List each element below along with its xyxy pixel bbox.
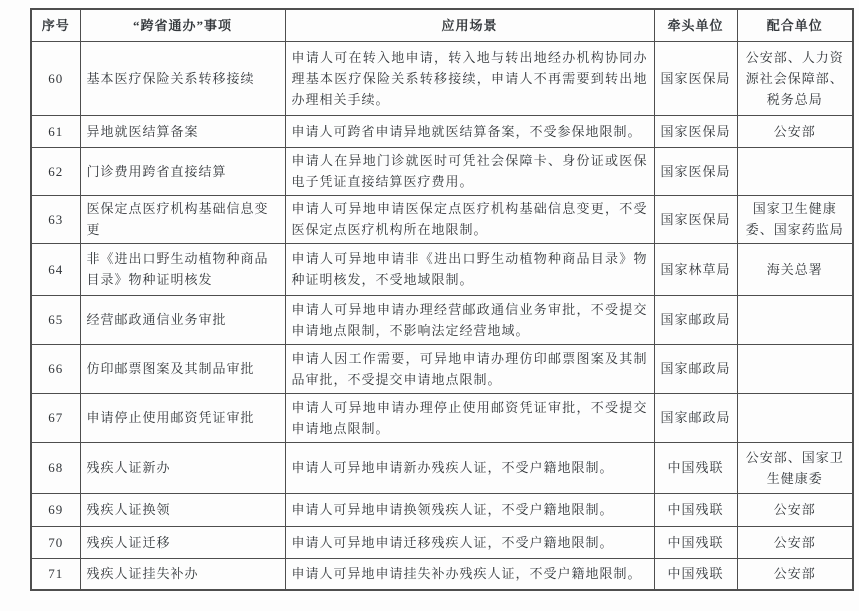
cell-support-unit: 公安部、人力资源社会保障部、税务总局 [737, 41, 853, 115]
table-row [31, 493, 853, 526]
col-header-lead-unit: 牵头单位 [654, 9, 737, 41]
cell-serial-number: 65 [31, 295, 80, 344]
table-row [31, 526, 853, 558]
cell-application-scenario: 申请人因工作需要，可异地申请办理仿印邮票图案及其制品审批，不受提交申请地点限制。 [285, 344, 654, 393]
cell-serial-number: 60 [31, 41, 80, 115]
table-row [31, 344, 853, 393]
cell-support-unit [737, 295, 853, 344]
cell-lead-unit: 中国残联 [654, 493, 737, 526]
cell-service-item: 异地就医结算备案 [80, 115, 285, 147]
cell-application-scenario: 申请人可在转入地申请，转入地与转出地经办机构协同办理基本医疗保险关系转移接续，申请人不再需要到转出地办理相关手续。 [285, 41, 654, 115]
col-header-application-scenario: 应用场景 [285, 9, 654, 41]
cell-support-unit: 海关总署 [737, 243, 853, 295]
cell-service-item: 仿印邮票图案及其制品审批 [80, 344, 285, 393]
cell-service-item: 非《进出口野生动植物种商品目录》物种证明核发 [80, 243, 285, 295]
table-row [31, 41, 853, 115]
table-row [31, 115, 853, 147]
cell-application-scenario: 申请人可异地申请换领残疾人证，不受户籍地限制。 [285, 493, 654, 526]
col-header-serial: 序号 [31, 9, 80, 41]
cell-serial-number: 70 [31, 526, 80, 558]
cell-service-item: 残疾人证挂失补办 [80, 558, 285, 590]
table-row [31, 393, 853, 442]
cell-serial-number: 69 [31, 493, 80, 526]
cell-application-scenario: 申请人可跨省申请异地就医结算备案，不受参保地限制。 [285, 115, 654, 147]
header-row [31, 9, 853, 41]
cell-serial-number: 62 [31, 147, 80, 195]
cell-serial-number: 64 [31, 243, 80, 295]
table-row [31, 243, 853, 295]
cell-lead-unit: 国家医保局 [654, 195, 737, 243]
cell-lead-unit: 国家医保局 [654, 115, 737, 147]
cell-service-item: 申请停止使用邮资凭证审批 [80, 393, 285, 442]
cell-support-unit: 国家卫生健康委、国家药监局 [737, 195, 853, 243]
cell-serial-number: 68 [31, 442, 80, 493]
cell-support-unit: 公安部 [737, 115, 853, 147]
cell-support-unit: 公安部 [737, 526, 853, 558]
table-row [31, 442, 853, 493]
cell-application-scenario: 申请人可异地申请挂失补办残疾人证，不受户籍地限制。 [285, 558, 654, 590]
cell-support-unit: 公安部 [737, 493, 853, 526]
cell-support-unit: 公安部 [737, 558, 853, 590]
cell-application-scenario: 申请人可异地申请非《进出口野生动植物种商品目录》物种证明核发，不受地域限制。 [285, 243, 654, 295]
cell-serial-number: 67 [31, 393, 80, 442]
cell-application-scenario: 申请人可异地申请办理停止使用邮资凭证审批，不受提交申请地点限制。 [285, 393, 654, 442]
cell-application-scenario: 申请人可异地申请新办残疾人证，不受户籍地限制。 [285, 442, 654, 493]
document-page [0, 8, 859, 611]
cell-lead-unit: 国家邮政局 [654, 295, 737, 344]
table-row [31, 195, 853, 243]
cell-service-item: 基本医疗保险关系转移接续 [80, 41, 285, 115]
cell-application-scenario: 申请人可异地申请医保定点医疗机构基础信息变更，不受医保定点医疗机构所在地限制。 [285, 195, 654, 243]
cell-lead-unit: 国家邮政局 [654, 393, 737, 442]
cell-service-item: 残疾人证新办 [80, 442, 285, 493]
col-header-service-item: “跨省通办”事项 [80, 9, 285, 41]
cell-service-item: 医保定点医疗机构基础信息变更 [80, 195, 285, 243]
cell-lead-unit: 中国残联 [654, 558, 737, 590]
cell-serial-number: 63 [31, 195, 80, 243]
cell-support-unit [737, 344, 853, 393]
cell-support-unit [737, 393, 853, 442]
table-row [31, 147, 853, 195]
cell-support-unit: 公安部、国家卫生健康委 [737, 442, 853, 493]
cell-serial-number: 66 [31, 344, 80, 393]
cell-lead-unit: 中国残联 [654, 526, 737, 558]
cell-support-unit [737, 147, 853, 195]
cell-application-scenario: 申请人可异地申请迁移残疾人证，不受户籍地限制。 [285, 526, 654, 558]
cell-application-scenario: 申请人可异地申请办理经营邮政通信业务审批，不受提交申请地点限制，不影响法定经营地域。 [285, 295, 654, 344]
cell-service-item: 残疾人证迁移 [80, 526, 285, 558]
cell-service-item: 经营邮政通信业务审批 [80, 295, 285, 344]
cell-service-item: 残疾人证换领 [80, 493, 285, 526]
cell-serial-number: 61 [31, 115, 80, 147]
cell-lead-unit: 国家医保局 [654, 41, 737, 115]
cell-application-scenario: 申请人在异地门诊就医时可凭社会保障卡、身份证或医保电子凭证直接结算医疗费用。 [285, 147, 654, 195]
cell-service-item: 门诊费用跨省直接结算 [80, 147, 285, 195]
cell-serial-number: 71 [31, 558, 80, 590]
cell-lead-unit: 中国残联 [654, 442, 737, 493]
col-header-support-unit: 配合单位 [737, 9, 853, 41]
cross-province-services-table [30, 8, 854, 591]
table-row [31, 558, 853, 590]
cell-lead-unit: 国家邮政局 [654, 344, 737, 393]
cell-lead-unit: 国家医保局 [654, 147, 737, 195]
table-row [31, 295, 853, 344]
cell-lead-unit: 国家林草局 [654, 243, 737, 295]
